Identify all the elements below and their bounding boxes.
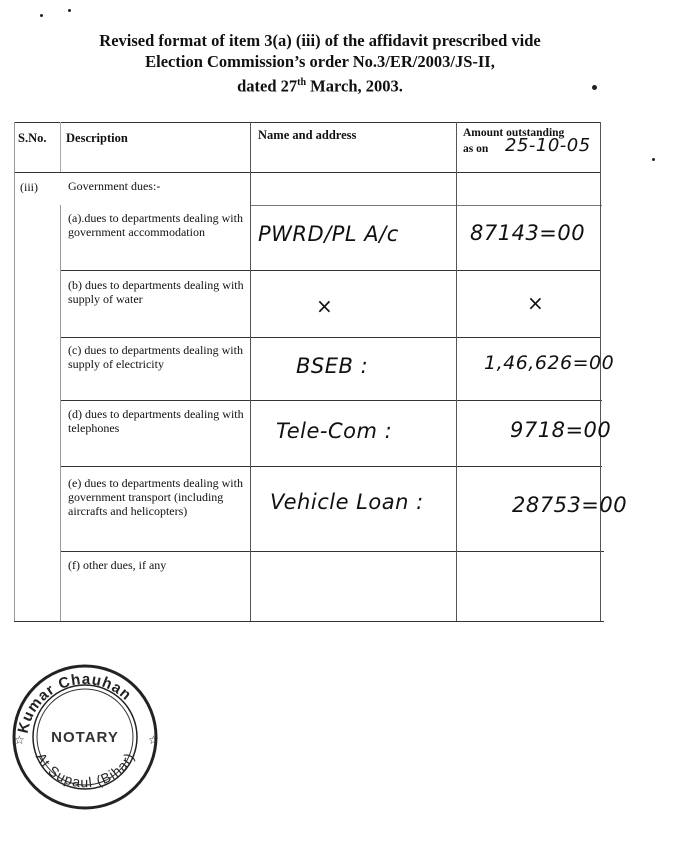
table-col-divider bbox=[60, 205, 61, 621]
table-divider bbox=[60, 337, 600, 338]
stamp-top-text: Kumar Chauhan bbox=[14, 670, 135, 735]
row-description: (c) dues to departments dealing with supply of electricity bbox=[68, 343, 243, 371]
header-amount: Amount outstanding bbox=[463, 127, 565, 139]
table-col-divider bbox=[60, 122, 61, 172]
row-amount: × bbox=[527, 291, 545, 315]
row-amount: 87143=00 bbox=[470, 221, 586, 245]
title-line-2: Election Commission’s order No.3/ER/2003/JS-II, bbox=[145, 52, 495, 71]
header-description: Description bbox=[66, 131, 128, 145]
scan-speck bbox=[40, 14, 43, 17]
row-description: (d) dues to departments dealing with telephones bbox=[68, 407, 244, 435]
stamp-bottom-text: At Supaul (Bihar) bbox=[32, 749, 138, 791]
scan-speck bbox=[652, 158, 655, 161]
scan-speck bbox=[592, 85, 597, 90]
row-description: (a).dues to departments dealing with government accommodation bbox=[68, 211, 243, 239]
row-name: PWRD/PL A/c bbox=[258, 222, 399, 246]
table-divider bbox=[14, 172, 600, 173]
row-name: Vehicle Loan : bbox=[270, 490, 424, 514]
title-line-1: Revised format of item 3(a) (iii) of the affidavit prescribed vide bbox=[99, 31, 541, 50]
row-amount: 9718=00 bbox=[510, 418, 612, 442]
header-name-address: Name and address bbox=[258, 128, 357, 142]
header-amount-as-on: as on bbox=[463, 143, 489, 155]
table-divider bbox=[60, 270, 600, 271]
stamp-star-icon: ☆ bbox=[14, 733, 25, 747]
title-line-3: dated 27th March, 2003. bbox=[237, 76, 403, 96]
row-name: × bbox=[316, 294, 334, 318]
svg-text:Kumar Chauhan bbox=[15, 671, 135, 735]
notary-stamp bbox=[10, 662, 160, 812]
stamp-center-text: NOTARY bbox=[51, 729, 119, 746]
scan-speck bbox=[68, 9, 71, 12]
stamp-star-icon: ☆ bbox=[148, 733, 159, 747]
row-name: BSEB : bbox=[296, 354, 369, 378]
row-description: (b) dues to departments dealing with supply of water bbox=[68, 278, 244, 306]
row-amount: 28753=00 bbox=[512, 493, 628, 517]
document-title bbox=[40, 30, 600, 97]
table-border-left bbox=[14, 122, 15, 621]
header-sno: S.No. bbox=[18, 131, 47, 145]
svg-text:At Supaul (Bihar) bbox=[33, 749, 138, 790]
table-col-divider bbox=[456, 122, 457, 621]
table-border-bottom bbox=[14, 621, 604, 622]
table-divider bbox=[60, 551, 604, 552]
table-col-divider bbox=[250, 122, 251, 621]
section-label: Government dues:- bbox=[68, 179, 161, 193]
table-divider bbox=[60, 466, 602, 467]
row-description: (f) other dues, if any bbox=[68, 558, 167, 572]
row-description: (e) dues to departments dealing with government transport (including aircrafts and helicopters) bbox=[68, 476, 243, 518]
row-name: Tele-Com : bbox=[276, 419, 393, 443]
table-divider bbox=[250, 205, 602, 206]
section-sno: (iii) bbox=[20, 180, 38, 194]
table-divider bbox=[60, 400, 602, 401]
table-border-top bbox=[14, 122, 600, 123]
row-amount: 1,46,626=00 bbox=[484, 352, 615, 374]
header-amount-date: 25-10-05 bbox=[505, 135, 591, 156]
